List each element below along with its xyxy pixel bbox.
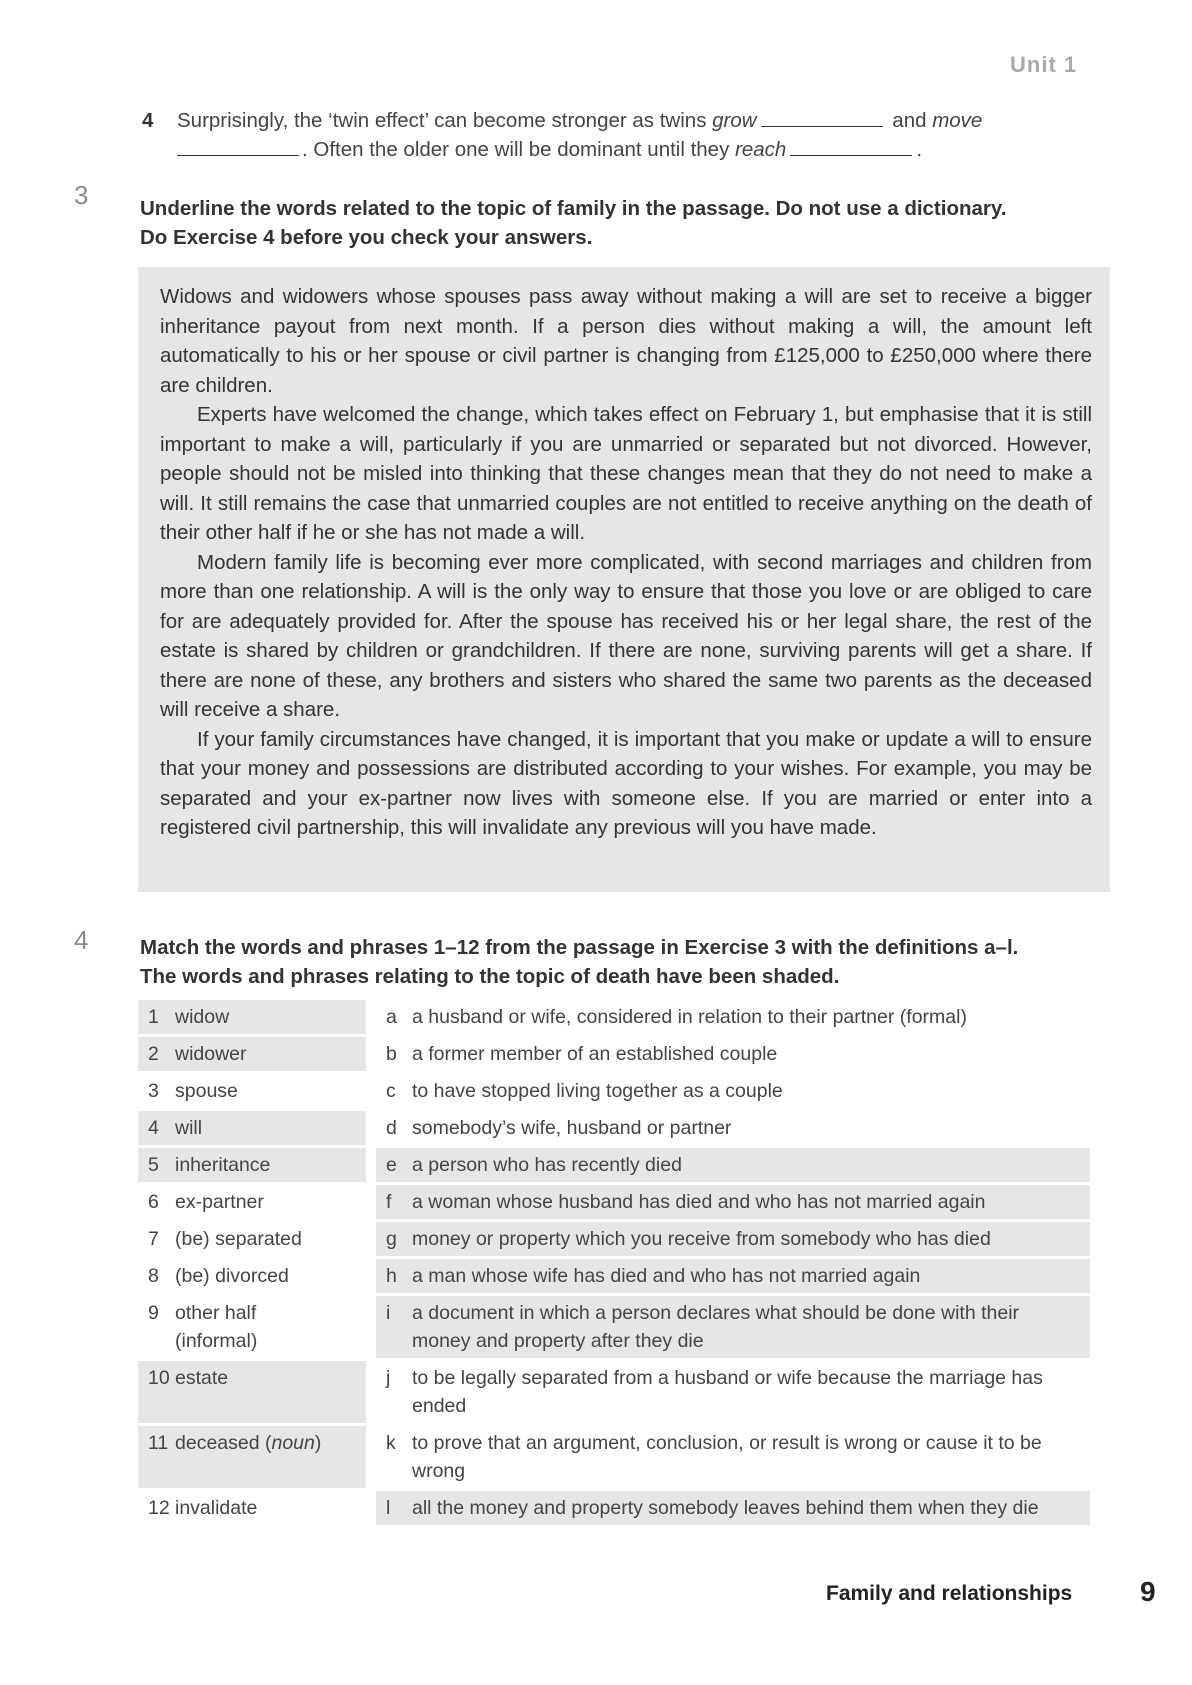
match-row: [138, 1074, 1090, 1108]
item4-word-grow: grow: [712, 109, 757, 132]
term-close-paren: ): [314, 1432, 322, 1454]
term-number: 1: [148, 1006, 159, 1028]
item4-text-end: .: [916, 138, 923, 161]
definition-letter: d: [386, 1117, 397, 1139]
match-row: [138, 1296, 1090, 1358]
term-part-of-speech: noun: [271, 1432, 315, 1454]
term-text: [175, 1429, 321, 1485]
match-row: [138, 1426, 1090, 1488]
term-number: 6: [148, 1191, 159, 1213]
term-text: widower: [175, 1043, 247, 1065]
exercise4-instruction-line2: The words and phrases relating to the topic of death have been shaded.: [140, 965, 840, 988]
term-widower: [138, 1037, 366, 1071]
item4-line1: [142, 106, 1082, 135]
exercise4-number: 4: [74, 925, 89, 955]
term-divorced: [138, 1259, 366, 1293]
definition-letter: b: [386, 1043, 397, 1065]
term-text: ex-partner: [175, 1191, 264, 1213]
definition-letter: c: [386, 1080, 396, 1102]
definition-text: all the money and property somebody leaves behind them when they die: [412, 1497, 1039, 1519]
term-spouse: [138, 1074, 366, 1108]
answer-blank-2[interactable]: [177, 141, 299, 156]
match-row: [138, 1111, 1090, 1145]
unit-label: Unit 1: [1010, 52, 1078, 77]
definition-text: a man whose wife has died and who has not married again: [412, 1265, 921, 1287]
term-register-note: (informal): [175, 1330, 258, 1352]
definition-c: [376, 1074, 1090, 1108]
term-number: 12: [148, 1497, 170, 1519]
answer-blank-3[interactable]: [790, 141, 912, 156]
term-inheritance: [138, 1148, 366, 1182]
match-row: [138, 1148, 1090, 1182]
term-number: 7: [148, 1228, 159, 1250]
definition-letter: e: [386, 1154, 397, 1176]
definition-letter: h: [386, 1265, 397, 1287]
item4-word-reach: reach: [735, 138, 787, 161]
term-other-half: [138, 1296, 366, 1358]
item4-line2: [142, 135, 1082, 164]
definition-i: [376, 1296, 1090, 1358]
match-row: [138, 1000, 1090, 1034]
term-number: 5: [148, 1154, 159, 1176]
definition-text: to prove that an argument, conclusion, or result is wrong or cause it to be wrong: [412, 1432, 1042, 1482]
term-text: spouse: [175, 1080, 238, 1102]
match-row: [138, 1222, 1090, 1256]
definition-letter: a: [386, 1006, 397, 1028]
item4-text-part1: Surprisingly, the ‘twin effect’ can become stronger as twins: [177, 109, 713, 132]
definition-g: [376, 1222, 1090, 1256]
definition-text: a person who has recently died: [412, 1154, 682, 1176]
match-row: [138, 1037, 1090, 1071]
definition-text: a woman whose husband has died and who has not married again: [412, 1191, 986, 1213]
exercise3-instruction-line1: Underline the words related to the topic of family in the passage. Do not use a dictionary.: [140, 197, 1007, 220]
term-number: 8: [148, 1265, 159, 1287]
definition-text: to be legally separated from a husband or wife because the marriage has ended: [412, 1367, 1043, 1417]
exercise4-instruction: [140, 933, 1100, 991]
definition-text: money or property which you receive from somebody who has died: [412, 1228, 991, 1250]
term-number: 11: [148, 1432, 169, 1454]
match-row: [138, 1259, 1090, 1293]
term-text-main: deceased (: [175, 1432, 272, 1454]
item-number: 4: [142, 109, 154, 132]
term-number: 4: [148, 1117, 159, 1139]
definition-b: [376, 1037, 1090, 1071]
definition-text: a former member of an established couple: [412, 1043, 778, 1065]
term-text: inheritance: [175, 1154, 271, 1176]
definition-letter: l: [386, 1497, 391, 1519]
term-deceased: [138, 1426, 366, 1488]
reading-passage: [138, 267, 1110, 892]
exercise3-instruction-line2: Do Exercise 4 before you check your answers.: [140, 226, 593, 249]
definition-text: a document in which a person declares what should be done with their money and property after they die: [412, 1302, 1020, 1352]
term-text: (be) separated: [175, 1228, 302, 1250]
definition-l: [376, 1491, 1090, 1525]
exercise2-item4: [142, 106, 1082, 164]
term-text: widow: [175, 1006, 230, 1028]
passage-paragraph-4: If your family circumstances have changed, it is important that you make or update a will to ensure that your money and possessions are distributed according to your wishes. For example, you may be separated and your ex-partner now lives with someone else. If you are married or enter into a registered civil partnership, this will invalidate any previous will you have made.: [160, 727, 1092, 839]
exercise4-instruction-line1: Match the words and phrases 1–12 from the passage in Exercise 3 with the definitions a–l.: [140, 936, 1019, 959]
definition-j: [376, 1361, 1090, 1423]
term-number: 9: [148, 1302, 159, 1324]
passage-paragraph-2: Experts have welcomed the change, which takes effect on February 1, but emphasise that it is still important to make a will, particularly if you are unmarried or separated but not divorced. However, people should not be misled into thinking that these changes mean that they do not need to make a will. It still remains the case that unmarried couples are not entitled to receive anything on the death of their other half if he or she has not made a will.: [160, 403, 1092, 544]
page-number: 9: [1140, 1576, 1156, 1607]
passage-paragraph-3: Modern family life is becoming ever more complicated, with second marriages and children from more than one relationship. A will is the only way to ensure that those you love or are obliged to care for are adequately provided for. After the spouse has received his or her legal share, the rest of the estate is shared by children or grandchildren. If there are none, surviving parents will get a share. If there are none of these, any brothers and sisters who shared the same two parents as the deceased will receive a share.: [160, 550, 1092, 721]
definition-letter: k: [386, 1432, 396, 1454]
answer-blank-1[interactable]: [761, 112, 883, 127]
term-will: [138, 1111, 366, 1145]
definition-f: [376, 1185, 1090, 1219]
definition-k: [376, 1426, 1090, 1488]
item4-text-part2: . Often the older one will be dominant until they: [302, 138, 736, 161]
definition-letter: g: [386, 1228, 397, 1250]
term-text: (be) divorced: [175, 1265, 289, 1287]
definition-a: [376, 1000, 1090, 1034]
definition-d: [376, 1111, 1090, 1145]
footer-section-title: Family and relationships: [826, 1582, 1073, 1605]
definition-text: to have stopped living together as a couple: [412, 1080, 783, 1102]
item4-text-and: and: [886, 109, 933, 132]
term-widow: [138, 1000, 366, 1034]
match-row: [138, 1361, 1090, 1423]
term-text: [175, 1299, 257, 1355]
term-number: 10: [148, 1367, 170, 1389]
definition-text: a husband or wife, considered in relation to their partner (formal): [412, 1006, 967, 1028]
term-ex-partner: [138, 1185, 366, 1219]
definition-letter: i: [386, 1302, 391, 1324]
definition-h: [376, 1259, 1090, 1293]
item4-word-move: move: [932, 109, 983, 132]
definition-letter: f: [386, 1191, 392, 1213]
definition-e: [376, 1148, 1090, 1182]
term-separated: [138, 1222, 366, 1256]
term-text: estate: [175, 1367, 229, 1389]
term-text-main: other half: [175, 1302, 257, 1324]
matching-table: [138, 1000, 1090, 1528]
term-number: 3: [148, 1080, 159, 1102]
term-invalidate: [138, 1491, 366, 1525]
term-number: 2: [148, 1043, 159, 1065]
term-text: invalidate: [175, 1497, 258, 1519]
match-row: [138, 1185, 1090, 1219]
term-text: will: [175, 1117, 203, 1139]
definition-letter: j: [386, 1367, 391, 1389]
exercise3-number: 3: [74, 180, 89, 210]
term-estate: [138, 1361, 366, 1423]
exercise3-instruction: [140, 194, 1100, 252]
passage-paragraph-1: Widows and widowers whose spouses pass away without making a will are set to receive a bigger inheritance payout from next month. If a person dies without making a will, the amount left automatically to his or her spouse or civil partner is changing from £125,000 to £250,000 where there are children.: [160, 285, 1092, 397]
definition-text: somebody’s wife, husband or partner: [412, 1117, 732, 1139]
match-row: [138, 1491, 1090, 1525]
